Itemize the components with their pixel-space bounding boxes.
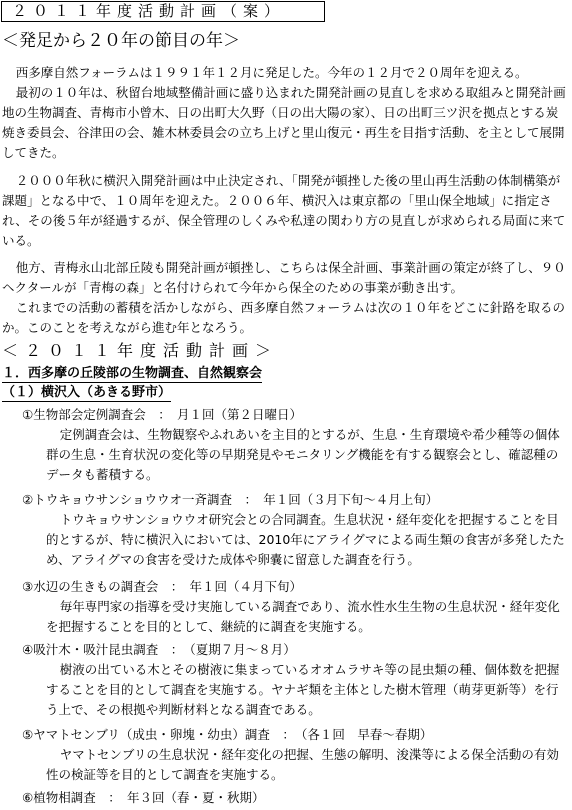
- document-title: ２０１１年度活動計画（案）: [1, 1, 325, 22]
- plan-item-title: ①生物部会定例調査会 ： 月１回（第２日曜日）: [22, 407, 302, 422]
- intro-paragraph: これまでの活動の蓄積を活かしながら、西多摩自然フォーラムは次の１０年をどこに針路を取るのか。このことを考えながら進む年となろう。: [2, 300, 566, 335]
- plan-item-title: ④吸汁木・吸汁昆虫調査 ： （夏期７月～８月）: [22, 642, 296, 657]
- plan-item-title: ③水辺の生きもの調査会 ： 年１回（４月下旬）: [22, 579, 302, 594]
- plan-title: ＜２０１１年度活動計画＞: [2, 341, 279, 360]
- plan-item-description: 定例調査会は、生物観察やふれあいを主目的とするが、生息・生育環境や希少種等の個体群の生息・生育状況の変化等の早期発見やモニタリング機能を有する観察会とし、確認種のデータも蓄積する。: [46, 427, 560, 482]
- plan-item: [22, 725, 568, 785]
- plan-item-description: トウキョウサンショウウオ研究会との合同調査。生息状況・経年変化を把握することを目的とするが、特に横沢入においては、2010年にアライグマによる両生類の食害が多発したため、アライグマの食害を受けた成体や卵嚢に留意した調査を行う。: [46, 512, 565, 567]
- plan-item-description: 毎年専門家の指導を受け実施している調査であり、流水性水生生物の生息状況・経年変化を把握することを目的として、継続的に調査を実施する。: [46, 599, 560, 634]
- plan-item-description: ヤマトセンブリの生息状況・経年変化の把握、生態の解明、浚渫等による保全活動の有効性の検証等を目的として調査を実施する。: [46, 747, 559, 782]
- intro-paragraph: 最初の１０年は、秋留台地域整備計画に盛り込まれた開発計画の見直しを求める取組みと開発計画地の生物調査、青梅市小曾木、日の出町大久野（日の出大陽の家）、日の出町三ツ沢を拠点とする炭焼き委員会、谷津田の会、雑木林委員会の立ち上げと里山復元・再生を目指す活動、を主として展開してきた。: [2, 85, 566, 160]
- plan-item: [22, 640, 568, 720]
- plan-item: [22, 577, 568, 637]
- plan-item-title: ⑤ヤマトセンブリ（成虫・卵塊・幼虫）調査 ： （各１回 早春～春期）: [22, 727, 433, 742]
- subsection-title: （１）横沢入（あきる野市）: [2, 385, 172, 400]
- section-title: １．西多摩の丘陵部の生物調査、自然観察会: [2, 366, 263, 381]
- plan-item-title: ⑥植物相調査 ： 年３回（春・夏・秋期）: [22, 790, 265, 805]
- plan-item: [22, 788, 568, 808]
- plan-item: [22, 490, 568, 570]
- plan-item: [22, 405, 568, 485]
- plan-item-title: ②トウキョウサンショウウオ一斉調査 ： 年１回（３月下旬～４月上旬）: [22, 492, 439, 507]
- section-heading: ＜発足から２０年の節目の年＞: [2, 31, 240, 51]
- intro-paragraph: ２０００年秋に横沢入開発計画は中止決定され、「開発が頓挫した後の里山再生活動の体制構築が課題」となる中で、１０周年を迎えた。２００６年、横沢入は東京都の「里山保全地域」に指定され、その後５年が経過するが、保全管理のしくみや私達の関わり方の見直しが求められる局面に来ている。: [2, 173, 566, 248]
- intro-paragraph: 他方、青梅永山北部丘陵も開発計画が頓挫し、こちらは保全計画、事業計画の策定が終了し、９０ヘクタールが「青梅の森」と名付けられて今年から保全のための事業が動き出す。: [2, 260, 566, 295]
- plan-item-description: 樹液の出ている木とその樹液に集まっているオオムラサキ等の昆虫類の種、個体数を把握することを目的として調査を実施する。ヤナギ類を主体とした樹木管理（萌芽更新等）を行う上で、その根拠や判断材料となる調査である。: [46, 662, 560, 717]
- intro-paragraph: 西多摩自然フォーラムは１９９１年１２月に発足した。今年の１２月で２０周年を迎える。: [15, 65, 528, 80]
